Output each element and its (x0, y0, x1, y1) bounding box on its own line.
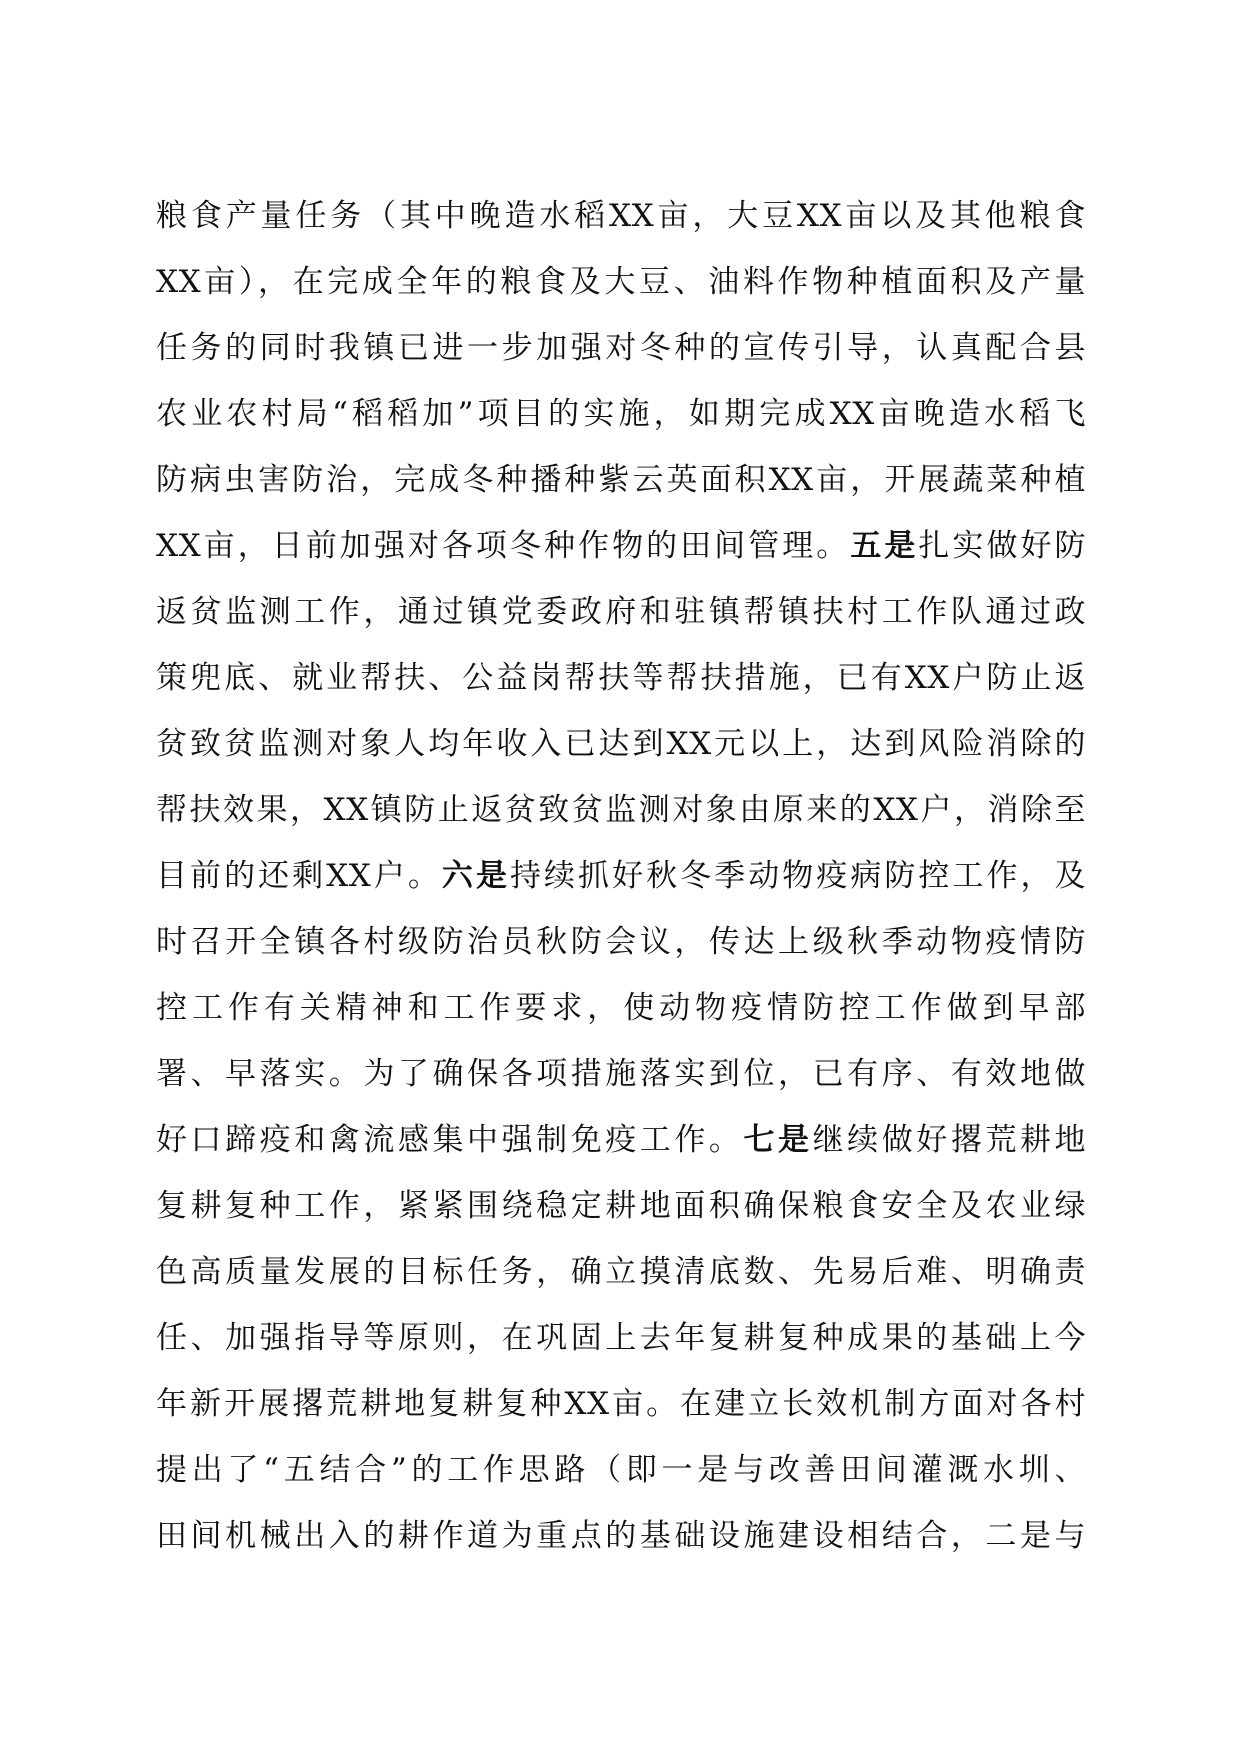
line-15-text-after: 继续做好撂荒耕地 (812, 1122, 1087, 1158)
paragraph-line-12: 时召开全镇各村级防治员秋防会议，传达上级秋季动物疫情防 (156, 924, 1086, 960)
paragraph-line-14: 署、早落实。为了确保各项措施落实到位，已有序、有效地做 (156, 1056, 1086, 1092)
line-11-text-after: 持续抓好秋冬季动物疫病防控工作，及 (509, 858, 1087, 894)
paragraph-line-20: 提出了“五结合”的工作思路（即一是与改善田间灌溉水圳、 (156, 1452, 1086, 1488)
point-six-label: 六是 (441, 858, 510, 894)
paragraph-line-5: 防病虫害防治，完成冬种播种紫云英面积XX亩，开展蔬菜种植 (156, 462, 1086, 498)
paragraph-line-4: 农业农村局“稻稻加”项目的实施，如期完成XX亩晚造水稻飞 (156, 396, 1086, 432)
paragraph-line-16: 复耕复种工作，紧紧围绕稳定耕地面积确保粮食安全及农业绿 (156, 1188, 1086, 1224)
paragraph-line-7: 返贫监测工作，通过镇党委政府和驻镇帮镇扶村工作队通过政 (156, 594, 1086, 630)
document-body (156, 183, 1086, 1569)
point-five-label: 五是 (850, 528, 919, 564)
paragraph-line-10: 帮扶效果，XX镇防止返贫致贫监测对象由原来的XX户，消除至 (156, 792, 1086, 828)
paragraph-line-1: 粮食产量任务（其中晚造水稻XX亩，大豆XX亩以及其他粮食 (156, 198, 1086, 234)
line-6-text-after: 扎实做好防 (918, 528, 1087, 564)
point-seven-label: 七是 (743, 1122, 813, 1158)
paragraph-line-19: 年新开展撂荒耕地复耕复种XX亩。在建立长效机制方面对各村 (156, 1386, 1086, 1422)
paragraph-line-13: 控工作有关精神和工作要求，使动物疫情防控工作做到早部 (156, 990, 1086, 1026)
paragraph-line-18: 任、加强指导等原则，在巩固上去年复耕复种成果的基础上今 (156, 1320, 1086, 1356)
line-11-text-before: 目前的还剩XX户。 (156, 858, 442, 894)
paragraph-line-6 (156, 513, 1086, 579)
paragraph-line-17: 色高质量发展的目标任务，确立摸清底数、先易后难、明确责 (156, 1254, 1086, 1290)
paragraph-line-15 (156, 1107, 1086, 1173)
paragraph-line-11 (156, 843, 1086, 909)
paragraph-line-21: 田间机械出入的耕作道为重点的基础设施建设相结合，二是与 (156, 1518, 1086, 1554)
line-6-text-before: XX亩，日前加强对各项冬种作物的田间管理。 (156, 528, 851, 564)
paragraph-line-3: 任务的同时我镇已进一步加强对冬种的宣传引导，认真配合县 (156, 330, 1086, 366)
paragraph-line-2: XX亩），在完成全年的粮食及大豆、油料作物种植面积及产量 (156, 264, 1086, 300)
paragraph-line-8: 策兜底、就业帮扶、公益岗帮扶等帮扶措施，已有XX户防止返 (156, 660, 1086, 696)
paragraph-line-9: 贫致贫监测对象人均年收入已达到XX元以上，达到风险消除的 (156, 726, 1086, 762)
line-15-text-before: 好口蹄疫和禽流感集中强制免疫工作。 (156, 1122, 744, 1158)
